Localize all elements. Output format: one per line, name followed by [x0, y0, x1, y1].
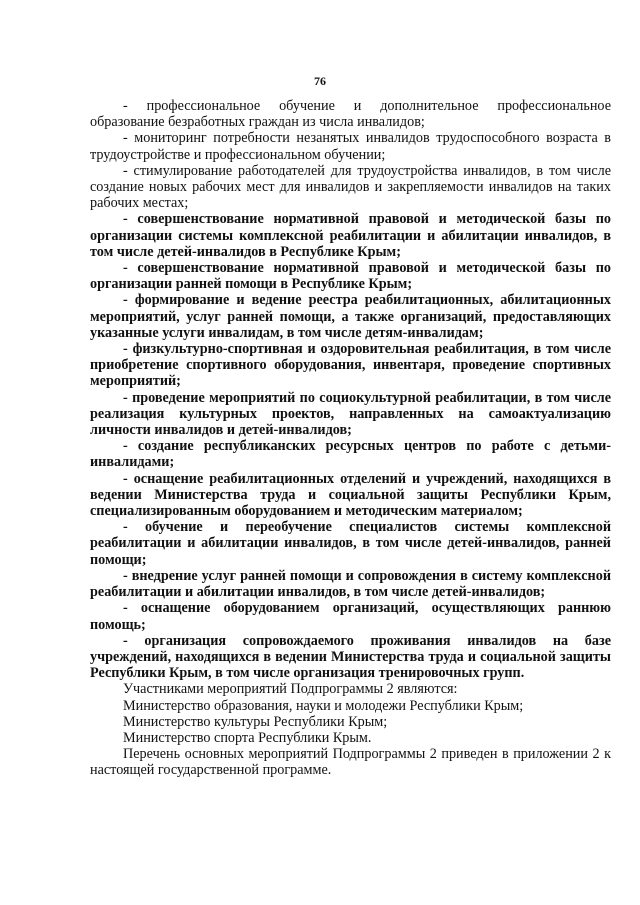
paragraph: - стимулирование работодателей для трудоустройства инвалидов, в том числе создание новых рабочих мест для инвалидов и закрепляемости инвалидов на таких рабочих местах;	[90, 162, 611, 212]
paragraph: - мониторинг потребности незанятых инвалидов трудоспособного возраста в трудоустройстве и профессиональном обучении;	[90, 130, 611, 163]
paragraph: - обучение и переобучение специалистов системы комплексной реабилитации и абилитации инвалидов, в том числе детей-инвалидов, ранней помощи;	[90, 519, 611, 568]
paragraph: - организация сопровождаемого проживания инвалидов на базе учреждений, находящихся в ведении Министерства труда и социальной защиты Республики Крым, в том числе организация тренировочных групп.	[90, 632, 611, 682]
paragraph: - создание республиканских ресурсных центров по работе с детьми-инвалидами;	[90, 438, 611, 471]
paragraph: - профессиональное обучение и дополнительное профессиональное образование безработных граждан из числа инвалидов;	[90, 98, 611, 131]
paragraph: - оснащение реабилитационных отделений и учреждений, находящихся в ведении Министерства труда и социальной защиты Республики Крым, специализированным оборудованием и методическим материалом;	[90, 470, 611, 520]
page-number: 76	[314, 74, 326, 88]
paragraph: - проведение мероприятий по социокультурной реабилитации, в том числе реализация культурных проектов, направленных на самоактуализацию личности инвалидов и детей-инвалидов;	[90, 389, 611, 439]
paragraph: Министерство образования, науки и молодежи Республики Крым;	[123, 697, 524, 714]
paragraph: Перечень основных мероприятий Подпрограммы 2 приведен в приложении 2 к настоящей государственной программе.	[90, 746, 611, 779]
paragraph: - совершенствование нормативной правовой и методической базы по организации ранней помощи в Республике Крым;	[90, 260, 611, 293]
paragraph: Министерство спорта Республики Крым.	[123, 729, 372, 746]
paragraph: Участниками мероприятий Подпрограммы 2 являются:	[123, 681, 458, 698]
paragraph: - внедрение услуг ранней помощи и сопровождения в систему комплексной реабилитации и абилитации инвалидов, в том числе детей-инвалидов;	[90, 567, 611, 601]
document-body	[90, 98, 611, 779]
paragraph: - физкультурно-спортивная и оздоровительная реабилитация, в том числе приобретение спортивного оборудования, инвентаря, проведение спортивных мероприятий;	[90, 341, 611, 390]
paragraph: - оснащение оборудованием организаций, осуществляющих раннюю помощь;	[90, 600, 611, 633]
paragraph: - формирование и ведение реестра реабилитационных, абилитационных мероприятий, услуг ранней помощи, а также организаций, предоставляющих указанные услуги инвалидам, в том числе детям-инвалидам;	[90, 292, 611, 341]
paragraph: Министерство культуры Республики Крым;	[123, 713, 388, 730]
paragraph: - совершенствование нормативной правовой и методической базы по организации системы комплексной реабилитации и абилитации инвалидов, в том числе детей-инвалидов в Республике Крым;	[90, 211, 611, 260]
